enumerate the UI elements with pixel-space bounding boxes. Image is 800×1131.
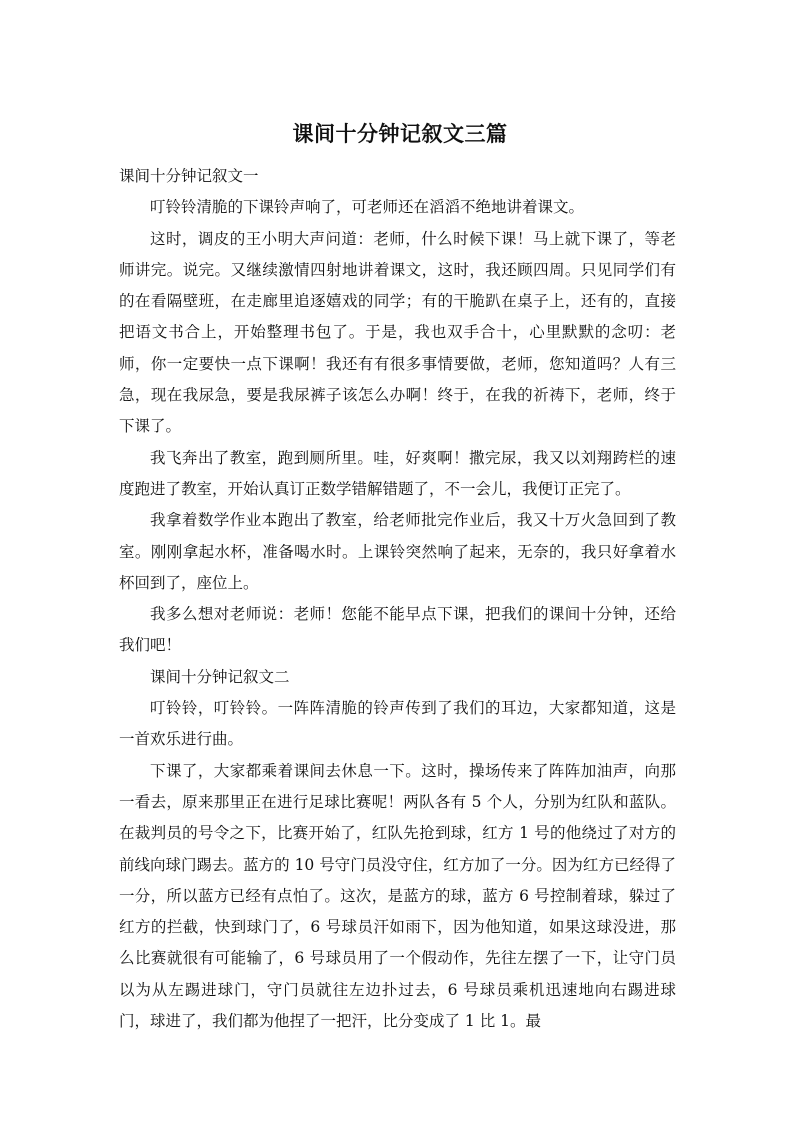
- paragraph: 叮铃铃，叮铃铃。一阵阵清脆的铃声传到了我们的耳边，大家都知道，这是一首欢乐进行曲。: [119, 699, 676, 749]
- section-heading-2: 课间十分钟记叙文二: [150, 667, 290, 686]
- paragraph: 我飞奔出了教室，跑到厕所里。哇，好爽啊！撒完尿，我又以刘翔跨栏的速度跑进了教室，开始认真订正数学错解错题了，不一会儿，我便订正完了。: [119, 448, 676, 498]
- document-body: [119, 161, 676, 1037]
- document-title: 课间十分钟记叙文三篇: [292, 122, 508, 146]
- paragraph: 下课了，大家都乘着课间去休息一下。这时，操场传来了阵阵加油声，向那一看去，原来那里正在进行足球比赛呢！两队各有 5 个人，分别为红队和蓝队。在裁判员的号令之下，比赛开始了，红队先抢到球，红方 1 号的他绕过了对方的前线向球门踢去。蓝方的 10 号守门员没守住，红方加了一分。因为红方已经得了一分，所以蓝方已经有点怕了。这次，是蓝方的球，蓝方 6 号控制着球，躲过了红方的拦截，快到球门了，6 号球员汗如雨下，因为他知道，如果这球没进，那么比赛就很有可能输了，6 号球员用了一个假动作，先往左摆了一下，让守门员以为从左踢进球门，守门员就往左边扑过去，6 号球员乘机迅速地向右踢进球门，球进了，我们都为他捏了一把汗，比分变成了 1 比 1。最: [119, 761, 676, 1031]
- paragraph: 我多么想对老师说：老师！您能不能早点下课，把我们的课间十分钟，还给我们吧！: [119, 605, 676, 655]
- paragraph: 叮铃铃清脆的下课铃声响了，可老师还在滔滔不绝地讲着课文。: [150, 198, 585, 217]
- paragraph: 这时，调皮的王小明大声问道：老师，什么时候下课！马上就下课了，等老师讲完。说完。又继续激情四射地讲着课文，这时，我还顾四周。只见同学们有的在看隔壁班，在走廊里追逐嬉戏的同学；有的干脆趴在桌子上，还有的，直接把语文书合上，开始整理书包了。于是，我也双手合十，心里默默的念叨：老师，你一定要快一点下课啊！我还有有很多事情要做，老师，您知道吗？人有三急，现在我尿急，要是我尿裤子该怎么办啊！终于，在我的祈祷下，老师，终于下课了。: [119, 229, 676, 436]
- section-heading-1: 课间十分钟记叙文一: [119, 167, 259, 185]
- paragraph: 我拿着数学作业本跑出了教室，给老师批完作业后，我又十万火急回到了教室。刚刚拿起水杯，准备喝水时。上课铃突然响了起来，无奈的，我只好拿着水杯回到了，座位上。: [119, 511, 676, 592]
